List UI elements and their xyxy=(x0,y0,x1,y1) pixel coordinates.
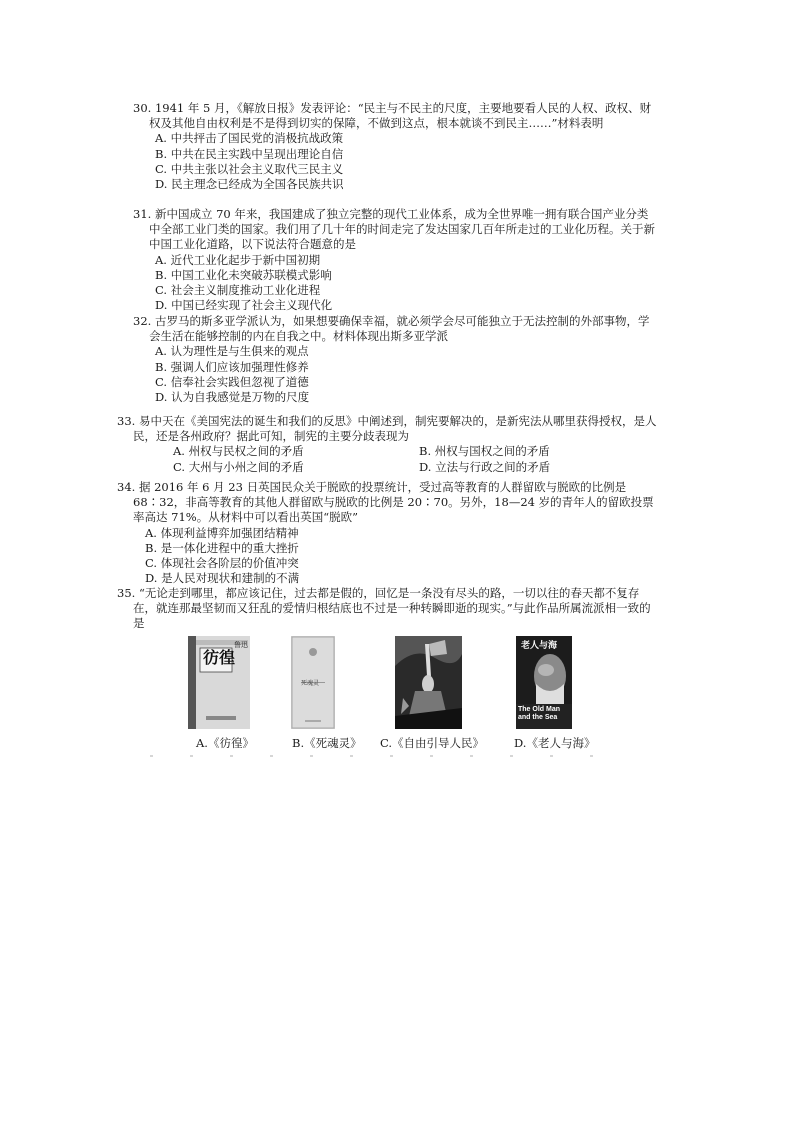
question-33-stem: 33. 易中天在《美国宪法的诞生和我们的反思》中阐述到，制宪要解决的，是新宪法从哪里获得授权，是人民，还是各州政府？据此可知，制宪的主要分歧表现为 xyxy=(117,414,657,444)
q34-option-b: B. 是一体化进程中的重大挫折 xyxy=(145,540,299,555)
question-32-stem: 32. 古罗马的斯多亚学派认为，如果想要确保幸福，就必须学会尽可能独立于无法控制的外部事物，学会生活在能够控制的内在自我之中。材料体现出斯多亚学派 xyxy=(133,314,650,344)
cover-d-title-text: 老人与海 xyxy=(521,641,558,651)
question-30 xyxy=(133,101,658,192)
q35-option-d: D.《老人与海》 xyxy=(514,736,596,750)
q33-option-c: C. 大州与小州之间的矛盾 xyxy=(173,459,304,474)
q33-option-b: B. 州权与国权之间的矛盾 xyxy=(419,444,550,459)
q35-image-options xyxy=(186,636,606,756)
q32-option-d: D. 认为自我感觉是万物的尺度 xyxy=(155,390,310,405)
cover-a-title-text: 彷徨 xyxy=(203,648,236,667)
question-32 xyxy=(133,314,658,405)
page-cut-line xyxy=(150,755,620,757)
q33-options xyxy=(117,444,662,474)
q30-option-b: B. 中共在民主实践中呈现出理论自信 xyxy=(155,146,344,161)
cover-b-title-text: 死魂灵 xyxy=(301,680,320,687)
q35-option-c: C.《自由引导人民》 xyxy=(380,736,485,750)
q30-option-c: C. 中共主张以社会主义取代三民主义 xyxy=(155,161,344,176)
question-34 xyxy=(117,480,662,586)
q31-option-c: C. 社会主义制度推动工业化进程 xyxy=(155,283,321,298)
q31-option-b: B. 中国工业化未突破苏联模式影响 xyxy=(155,267,332,282)
q34-option-d: D. 是人民对现状和建制的不满 xyxy=(145,571,300,586)
q35-option-a: A.《彷徨》 xyxy=(196,736,254,750)
question-31-stem: 31. 新中国成立 70 年来，我国建成了独立完整的现代工业体系，成为全世界唯一拥有联合国产业分类中全部工业门类的国家。我们用了几十年的时间走完了发达国家几百年所走过的工业化历程。关于新中国工业化道路，以下说法符合题意的是 xyxy=(133,207,655,252)
q33-option-d: D. 立法与行政之间的矛盾 xyxy=(419,459,551,474)
question-30-stem: 30. 1941 年 5 月，《解放日报》发表评论：“民主与不民主的尺度，主要地要看人民的人权、政权、财权及其他自由权利是不是得到切实的保障，不做到这点，根本就谈不到民主……”材料表明 xyxy=(133,101,652,131)
q33-option-a: A. 州权与民权之间的矛盾 xyxy=(173,444,304,459)
q34-option-a: A. 体现利益博弈加强团结精神 xyxy=(145,525,299,540)
q32-option-b: B. 强调人们应该加强理性修养 xyxy=(155,359,309,374)
cover-a-author-text: 鲁迅 xyxy=(234,641,248,649)
q31-option-d: D. 中国已经实现了社会主义现代化 xyxy=(155,298,333,313)
liberty-leading-the-people-image xyxy=(395,636,462,729)
q30-option-a: A. 中共抨击了国民党的消极抗战政策 xyxy=(155,131,344,146)
q30-option-d: D. 民主理念已经成为全国各民族共识 xyxy=(155,177,344,192)
question-33 xyxy=(117,414,662,475)
q34-option-c: C. 体现社会各阶层的价值冲突 xyxy=(145,556,299,571)
q31-option-a: A. 近代工业化起步于新中国初期 xyxy=(155,252,321,267)
q32-option-a: A. 认为理性是与生俱来的观点 xyxy=(155,344,309,359)
question-34-stem: 34. 据 2016 年 6 月 23 日英国民众关于脱欧的投票统计，受过高等教育的人群留欧与脱欧的比例是 68∶32，非高等教育的其他人群留欧与脱欧的比例是 20∶70。另外，18—24 岁的青年人的留欧投票率高达 71%。从材料中可以看出英国“脱欧” xyxy=(117,480,654,525)
cover-d-english-title-text: The Old Man and the Sea xyxy=(518,706,560,721)
question-35-stem: 35. “无论走到哪里，都应该记住，过去都是假的，回忆是一条没有尽头的路，一切以往的春天都不复存在，就连那最坚韧而又狂乱的爱情归根结底也不过是一种转瞬即逝的现实。”与此作品所属流派相一致的是 xyxy=(117,586,651,631)
question-35 xyxy=(117,586,662,632)
q32-option-c: C. 信奉社会实践但忽视了道德 xyxy=(155,374,309,389)
question-31 xyxy=(133,207,658,313)
q35-option-b: B.《死魂灵》 xyxy=(292,736,362,750)
